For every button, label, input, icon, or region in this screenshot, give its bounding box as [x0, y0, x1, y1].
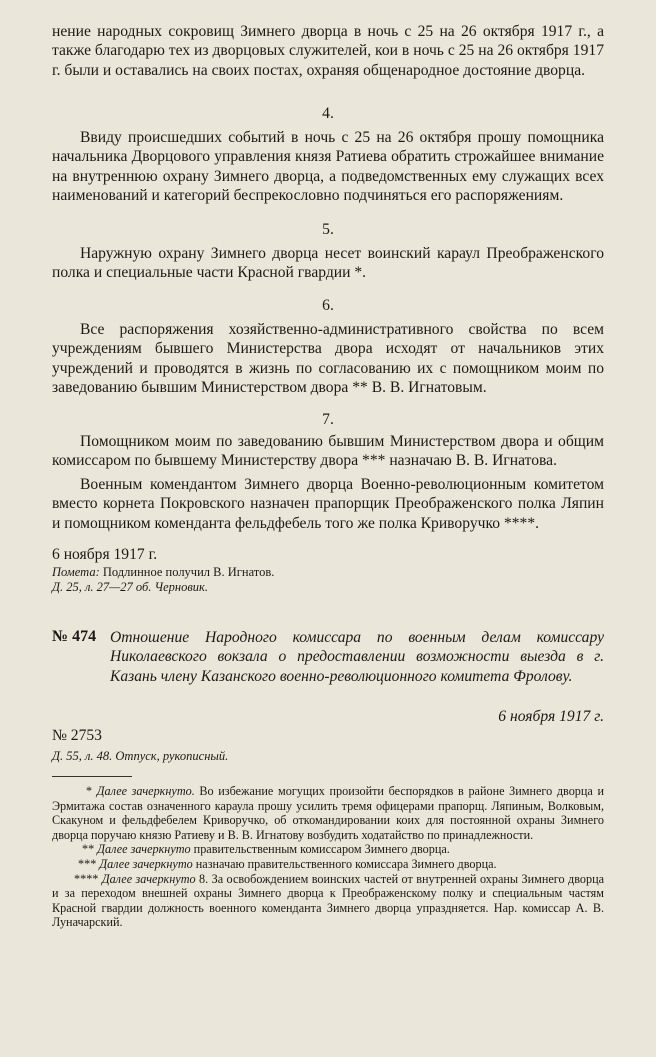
note-value: Подлинное получил В. Игнатов. [102, 565, 275, 579]
footnote-mark: * [86, 784, 93, 798]
doc-474-date: 6 ноября 1917 г. [498, 708, 604, 725]
footnote-mark: ** [82, 842, 95, 857]
footnote-mark: **** [74, 871, 99, 886]
section-5-number: 5. [322, 221, 334, 238]
footnote-lead: Далее зачеркнуто. [96, 784, 195, 798]
doc-474-archive [52, 749, 604, 764]
date-line: 6 ноября 1917 г. [52, 546, 158, 563]
footnote-mark: *** [78, 856, 97, 871]
doc-474-number: № 474 [52, 628, 97, 645]
section-6-text: Все распоряжения хозяйственно-административного свойства по всем учреждениям бывшего Министерства двора исходят от начальников этих учреждений и проводятся в жизнь по согласованию их с помощником моим по заведованию бывшим Министерством двора ** В. В. Игнатовым. [52, 321, 604, 397]
section-4 [52, 128, 604, 206]
footnote-1 [52, 784, 604, 842]
footnote-divider [52, 776, 132, 777]
footnote-text: Во избежание могущих произойти беспорядков в районе Зимнего дворца и Эрмитажа состав означенного караула прошу усилить тремя офицерами прапорщ. Ляпиным, Волковым, Скакуном и фельдфебелем Криворучко, об откомандировании коих для постоянной охраны Зимнего дворца поручаю князю Ратиеву и В. В. Игнатову возбудить ходатайство по принадлежности. [52, 784, 604, 842]
footnote-lead: Далее зачеркнуто [97, 842, 191, 857]
note-label: Помета: [52, 565, 100, 579]
archive-ref-2: Д. 55, л. 48. Отпуск, рукописный. [52, 749, 229, 763]
top-paragraph [52, 22, 604, 80]
top-paragraph-text: нение народных сокровищ Зимнего дворца в ночь с 25 на 26 октября 1917 г., а также благодарю тех из дворцовых служителей, кои в ночь с 25 на 26 октября 1917 г. были и оставались на своих постах, охраняя общенародное достояние дворца. [52, 23, 604, 79]
footnote-text: правительственным комиссаром Зимнего дворца. [193, 842, 450, 857]
footnote-2 [52, 842, 604, 857]
footnote-text: 8. За освобождением воинских частей от внутренней охраны Зимнего дворца и за переходом внешней охраны Зимнего дворца к Преображенскому полку и специальным частям Красной гвардии должность военного коменданта Зимнего дворца упраздняется. Нар. комиссар А. В. Луначарский. [52, 871, 605, 930]
footnote-lead: Далее зачеркнуто [101, 871, 196, 886]
footnote-text: назначаю правительственного комиссара Зимнего дворца. [195, 856, 497, 871]
section-4-text: Ввиду происшедших событий в ночь с 25 на 26 октября прошу помощника начальника Дворцового управления князя Ратиева обратить строжайшее внимание на внутреннюю охрану Зимнего дворца, а подведомственных ему служащих всех наименований и категорий беспрекословно подчиняться его распоряжениям. [52, 129, 604, 205]
footnote-3 [52, 857, 604, 872]
section-6-number: 6. [322, 297, 334, 314]
section-7-text-2: Военным комендантом Зимнего дворца Военно-революционным комитетом вместо корнета Покровского назначен прапорщик Преображенского полка Ляпин и помощником коменданта фельдфебель того же полка Криворучко ****. [52, 475, 604, 532]
document-date [52, 545, 604, 564]
footnote-4 [52, 872, 604, 930]
doc-474-title: Отношение Народного комиссара по военным делам комиссару Николаевского вокзала о предоставлении возможности выезда в г. Казань члену Казанского военно-революционного комитета Фролову. [110, 629, 604, 685]
archive-ref-1: Д. 25, л. 27—27 об. Черновик. [52, 580, 209, 595]
section-5-text: Наружную охрану Зимнего дворца несет воинский караул Преображенского полка и специальные части Красной гвардии *. [52, 245, 604, 282]
note-line-1 [52, 565, 604, 580]
section-7 [52, 432, 604, 533]
section-6 [52, 320, 604, 398]
outgoing-number: № 2753 [52, 727, 102, 744]
footnote-lead: Далее зачеркнуто [99, 856, 193, 871]
footnotes [52, 784, 604, 930]
section-4-number: 4. [322, 105, 334, 122]
section-5 [52, 244, 604, 283]
notes-block [52, 565, 604, 595]
section-7-text-1: Помощником моим по заведованию бывшим Министерством двора и общим комиссаром по бывшему Министерству двора *** назначаю В. В. Игнатова. [52, 433, 604, 470]
section-7-number: 7. [322, 411, 334, 428]
